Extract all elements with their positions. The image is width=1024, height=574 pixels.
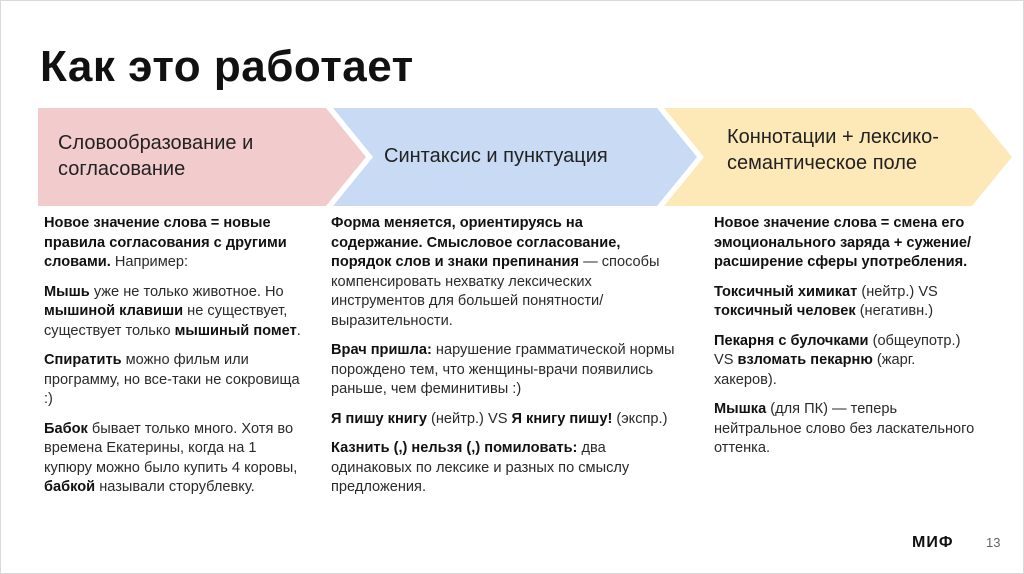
col1-p1-bold: Новое значение слова = новые правила согласования с другими словами. bbox=[44, 215, 287, 270]
step3-line2: семантическое поле bbox=[727, 152, 917, 174]
col3-p3-bold1: Пекарня с булочками bbox=[714, 332, 869, 349]
column-word-formation bbox=[44, 214, 306, 508]
col1-p2-text2: не существует, существует только bbox=[44, 303, 288, 339]
col3-p3-text1: (общеупотр.) VS bbox=[714, 332, 961, 368]
col1-p2-bold2: мышиной клавиши bbox=[44, 303, 184, 319]
step3-line1: Коннотации + лексико- bbox=[727, 126, 939, 148]
col2-p3-text2: (экспр.) bbox=[612, 410, 668, 427]
col1-p4-text2: называли сторублевку. bbox=[95, 479, 255, 495]
col3-p3-text2: (жарг. хакеров). bbox=[714, 352, 916, 388]
publisher-logo: МИФ bbox=[912, 534, 954, 551]
col2-paragraph bbox=[331, 410, 677, 430]
col3-p4-bold: Мышка bbox=[714, 401, 767, 417]
col1-p3-text: можно фильм или программу, но все-таки не сокровища :) bbox=[44, 352, 300, 407]
col1-p2-bold3: мышиный помет bbox=[174, 322, 297, 339]
col2-paragraph bbox=[331, 214, 677, 331]
col3-p3-bold2: взломать пекарню bbox=[737, 352, 873, 368]
page-title: Как это работает bbox=[40, 42, 414, 91]
col1-paragraph bbox=[44, 420, 306, 498]
column-connotations bbox=[714, 214, 982, 469]
col1-p4-bold2: бабкой bbox=[44, 479, 96, 495]
col3-paragraph bbox=[714, 400, 982, 459]
col1-p4-bold1: Бабок bbox=[44, 420, 88, 437]
col3-paragraph bbox=[714, 332, 982, 391]
col2-p2-bold: Врач пришла: bbox=[331, 342, 432, 358]
col3-p4-text: (для ПК) — теперь нейтральное слово без ласкательного оттенка. bbox=[714, 401, 975, 456]
col1-p2-text1: уже не только животное. Но bbox=[89, 283, 284, 300]
col1-p2-text3: . bbox=[296, 322, 301, 339]
step2-label bbox=[384, 143, 608, 169]
col1-p2-bold1: Мышь bbox=[44, 283, 90, 300]
col2-paragraph bbox=[331, 341, 677, 400]
col3-p2-text2: (негативн.) bbox=[855, 303, 934, 319]
col1-p1-text: Например: bbox=[110, 254, 189, 270]
page-number: 13 bbox=[986, 535, 1001, 550]
col2-p4-text: два одинаковых по лексике и разных по смыслу предложения. bbox=[331, 440, 630, 495]
col1-p3-bold: Спиратить bbox=[44, 352, 122, 368]
col2-p1-bold: Форма меняется, ориентируясь на содержание. Смысловое согласование, порядок слов и знаки препинания bbox=[331, 215, 621, 270]
col3-paragraph bbox=[714, 283, 982, 322]
col2-p3-text1: (нейтр.) VS bbox=[426, 410, 512, 427]
col1-paragraph bbox=[44, 283, 306, 342]
col3-p2-bold2: токсичный человек bbox=[714, 303, 856, 319]
col2-p2-text: нарушение грамматической нормы порождено тем, что женщины-врачи появились раньше, чем феминитивы :) bbox=[331, 342, 675, 397]
col3-p1-bold: Новое значение слова = смена его эмоционального заряда + сужение/расширение сферы употребления. bbox=[714, 215, 972, 270]
col3-p2-bold1: Токсичный химикат bbox=[714, 283, 858, 300]
step1-line1: Словообразование и bbox=[58, 132, 254, 154]
col2-p1-text: — способы компенсировать нехватку лексических инструментов для большей понятности/выразительности. bbox=[331, 254, 660, 329]
col2-paragraph bbox=[331, 439, 677, 498]
column-syntax bbox=[331, 214, 677, 508]
col2-p3-bold1: Я пишу книгу bbox=[331, 410, 427, 427]
step1-label bbox=[58, 130, 253, 182]
col1-paragraph bbox=[44, 214, 306, 273]
col1-p4-text1: бывает только много. Хотя во времена Екатерины, когда на 1 купюру можно было купить 4 коровы, bbox=[44, 420, 298, 476]
col2-p3-bold2: Я книгу пишу! bbox=[511, 410, 613, 427]
col1-paragraph bbox=[44, 351, 306, 410]
col2-p4-bold: Казнить (,) нельзя (,) помиловать: bbox=[331, 440, 578, 456]
col3-paragraph bbox=[714, 214, 982, 273]
col3-p2-text1: (нейтр.) VS bbox=[857, 283, 938, 300]
step2-line1: Синтаксис и пунктуация bbox=[384, 145, 608, 167]
step3-label bbox=[727, 124, 939, 176]
step1-line2: согласование bbox=[58, 158, 186, 180]
